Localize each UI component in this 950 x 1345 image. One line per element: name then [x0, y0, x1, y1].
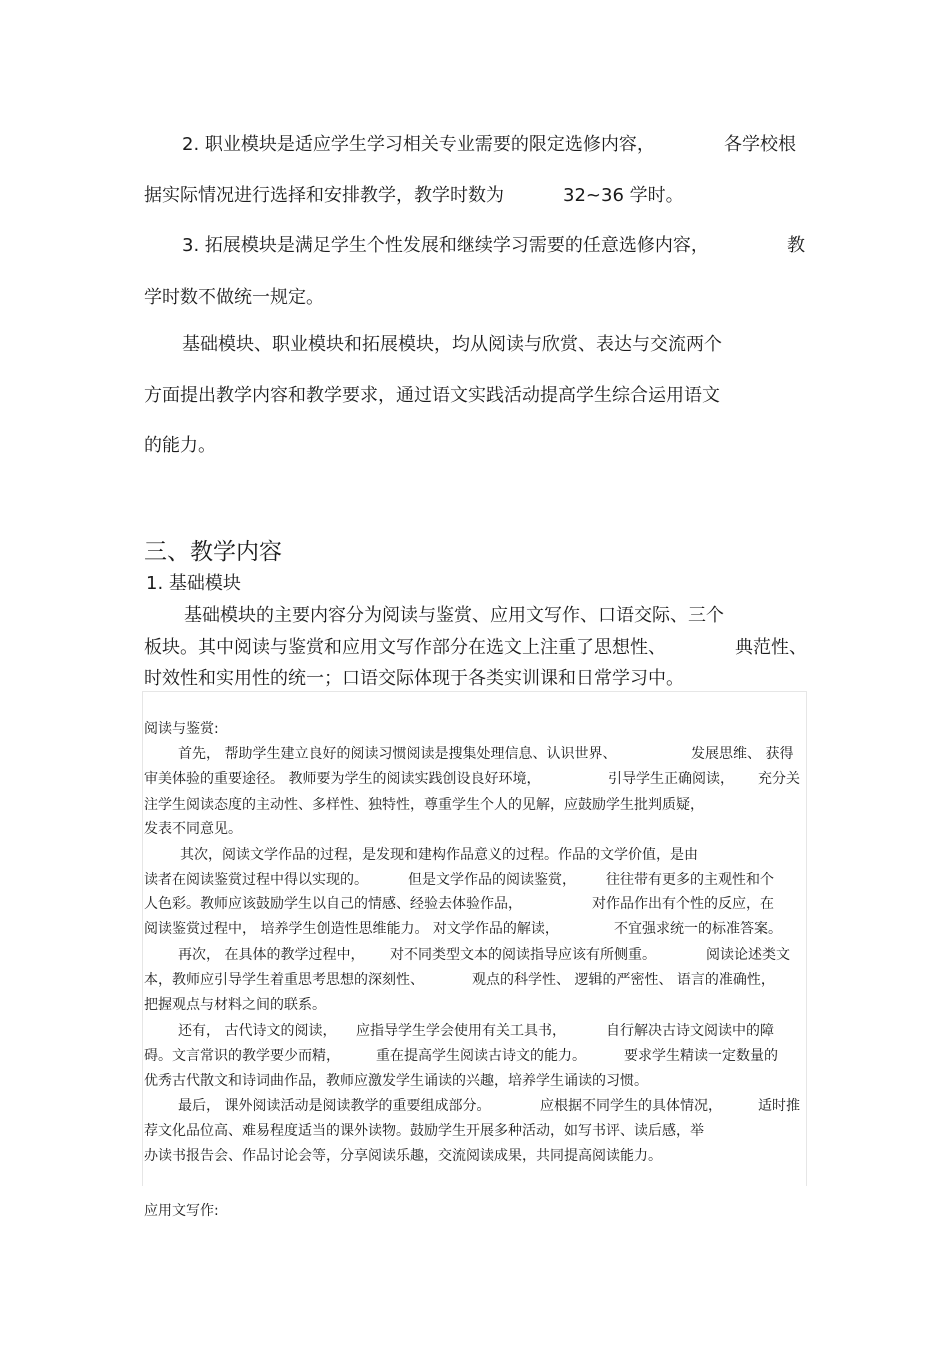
reading-line: 最后， 课外阅读活动是阅读教学的重要组成部分。	[178, 1098, 491, 1114]
reading-line: 重在提高学生阅读古诗文的能力。	[376, 1048, 586, 1064]
reading-line: 自行解决古诗文阅读中的障	[606, 1023, 774, 1039]
item2-hours: 32~36 学时。	[563, 185, 684, 206]
reading-line: 充分关	[758, 771, 800, 787]
reading-line: 首先， 帮助学生建立良好的阅读习惯阅读是搜集处理信息、认识世界、	[178, 746, 617, 762]
summary-line2: 方面提出教学内容和教学要求，通过语文实践活动提高学生综合运用语文	[144, 385, 720, 406]
item2-line1-tail: 各学校根	[724, 134, 796, 155]
intro-line3: 时效性和实用性的统一；口语交际体现于各类实训课和日常学习中。	[144, 668, 684, 689]
section-subheading: 1. 基础模块	[146, 573, 241, 594]
reading-line: 荐文化品位高、难易程度适当的课外读物。鼓励学生开展多种活动，如写书评、读后感，举	[144, 1123, 704, 1139]
reading-line: 再次， 在具体的教学过程中，	[178, 947, 365, 963]
reading-line: 发表不同意见。	[144, 821, 242, 837]
reading-line: 应根据不同学生的具体情况，	[540, 1098, 722, 1114]
reading-line: 要求学生精读一定数量的	[624, 1048, 778, 1064]
item2-line2: 据实际情况进行选择和安排教学，教学时数为	[144, 185, 504, 206]
intro-line1: 基础模块的主要内容分为阅读与鉴赏、应用文写作、口语交际、三个	[184, 605, 724, 626]
reading-line: 人色彩。教师应该鼓励学生以自己的情感、经验去体验作品，	[144, 896, 522, 912]
intro-line2-tail: 典范性、	[735, 637, 807, 658]
reading-line: 引导学生正确阅读，	[608, 771, 734, 787]
reading-line: 适时推	[758, 1098, 800, 1114]
reading-line: 不宜强求统一的标准答案。	[614, 921, 782, 937]
summary-line3: 的能力。	[144, 435, 216, 456]
reading-title: 阅读与鉴赏:	[144, 721, 219, 737]
reading-line: 发展思维、 获得	[691, 746, 794, 762]
item3-line1: 3. 拓展模块是满足学生个性发展和继续学习需要的任意选修内容，	[182, 235, 709, 256]
reading-line: 阅读论述类文	[706, 947, 790, 963]
reading-line: 其次，阅读文学作品的过程，是发现和建构作品意义的过程。作品的文学价值，是由	[180, 847, 698, 863]
reading-line: 阅读鉴赏过程中， 培养学生创造性思维能力。 对文学作品的解读，	[144, 921, 559, 937]
reading-line: 优秀古代散文和诗词曲作品，教师应激发学生诵读的兴趣，培养学生诵读的习惯。	[144, 1073, 648, 1089]
section-heading: 三、教学内容	[144, 539, 282, 565]
reading-line: 把握观点与材料之间的联系。	[144, 997, 326, 1013]
reading-line: 办读书报告会、作品讨论会等，分享阅读乐趣，交流阅读成果，共同提高阅读能力。	[144, 1148, 662, 1164]
reading-line: 碍。文言常识的教学要少而精，	[144, 1048, 340, 1064]
writing-title: 应用文写作:	[144, 1203, 219, 1219]
reading-line: 对作品作出有个性的反应，在	[592, 896, 774, 912]
reading-line: 观点的科学性、 逻辑的严密性、 语言的准确性，	[472, 972, 775, 988]
reading-line: 还有， 古代诗文的阅读，	[178, 1023, 337, 1039]
intro-line2: 板块。其中阅读与鉴赏和应用文写作部分在选文上注重了思想性、	[144, 637, 666, 658]
reading-line: 应指导学生学会使用有关工具书，	[356, 1023, 566, 1039]
reading-line: 往往带有更多的主观性和个	[606, 872, 774, 888]
reading-line: 读者在阅读鉴赏过程中得以实现的。	[144, 872, 368, 888]
item3-line2: 学时数不做统一规定。	[144, 287, 324, 308]
item3-line1-tail: 教	[787, 235, 805, 256]
reading-line: 注学生阅读态度的主动性、多样性、独特性，尊重学生个人的见解，应鼓励学生批判质疑，	[144, 797, 704, 813]
reading-line: 对不同类型文本的阅读指导应该有所侧重。	[390, 947, 656, 963]
reading-line: 审美体验的重要途径。 教师要为学生的阅读实践创设良好环境，	[144, 771, 541, 787]
reading-line: 但是文学作品的阅读鉴赏，	[408, 872, 576, 888]
reading-line: 本，教师应引导学生着重思考思想的深刻性、	[144, 972, 424, 988]
summary-line1: 基础模块、职业模块和拓展模块，均从阅读与欣赏、表达与交流两个	[182, 334, 722, 355]
item2-line1: 2. 职业模块是适应学生学习相关专业需要的限定选修内容，	[182, 134, 655, 155]
